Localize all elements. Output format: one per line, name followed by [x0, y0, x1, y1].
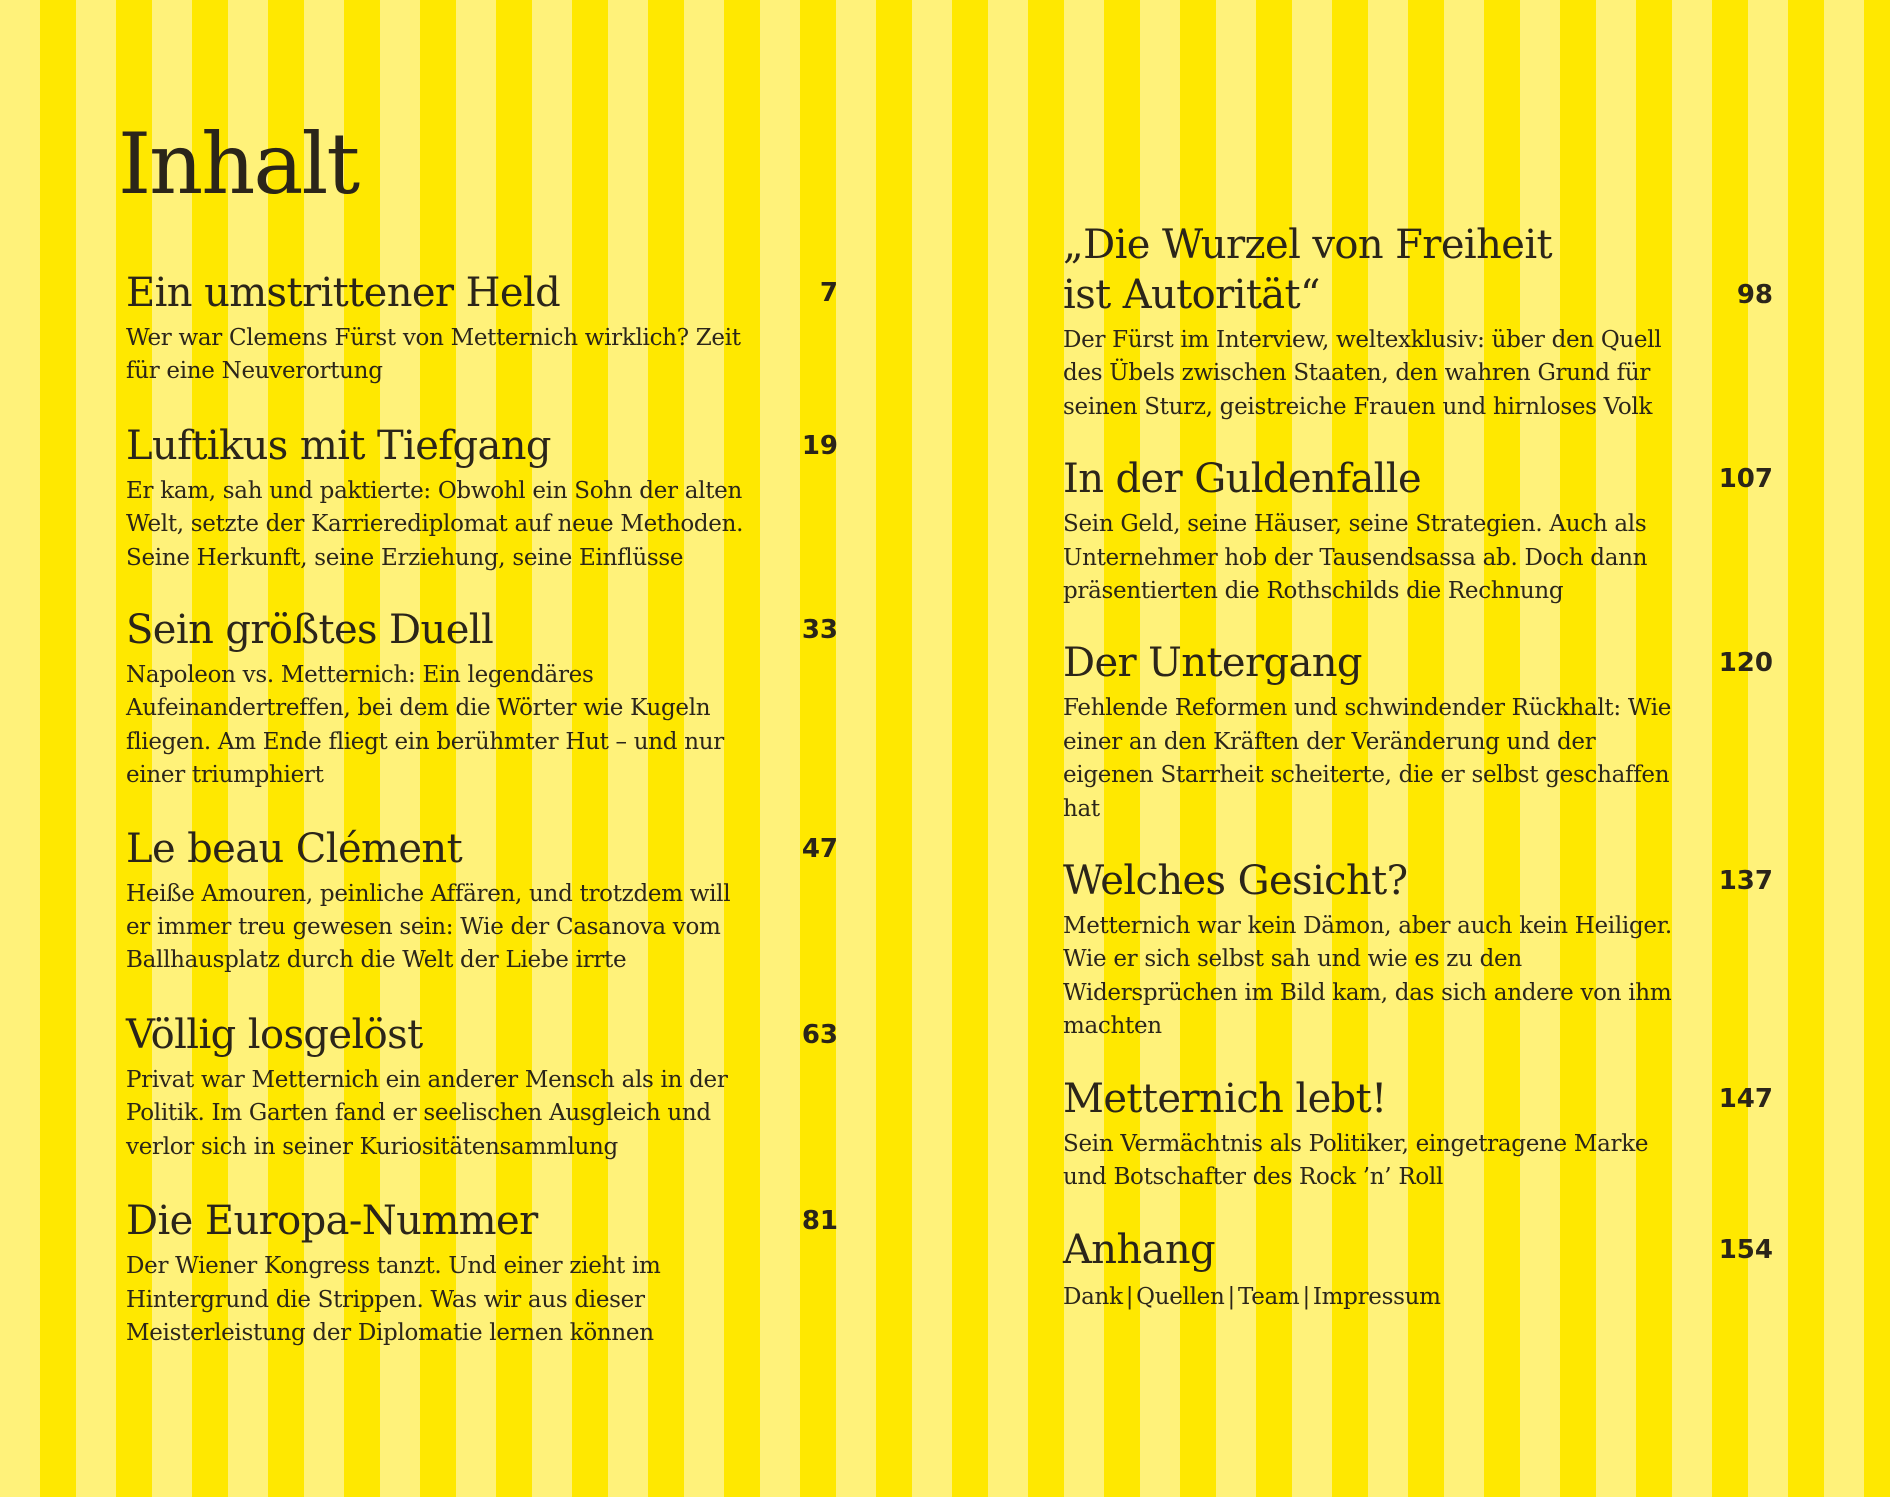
- toc-entry[interactable]: [1063, 638, 1773, 826]
- appendix-link-impressum[interactable]: Impressum: [1312, 1283, 1441, 1310]
- toc-entry-heading: In der Guldenfalle: [1063, 456, 1422, 503]
- toc-entry-heading: Metternich lebt!: [1063, 1075, 1387, 1122]
- toc-entry-page-number: 19: [801, 430, 838, 461]
- toc-entry[interactable]: [1063, 454, 1773, 608]
- toc-right-column: [1063, 220, 1773, 1344]
- toc-entry-appendix[interactable]: [1063, 1225, 1773, 1314]
- toc-entry-heading: „Die Wurzel von Freiheit ist Autorität“: [1063, 222, 1552, 318]
- toc-left-column: [126, 268, 838, 1382]
- appendix-link-team[interactable]: Team: [1237, 1283, 1300, 1310]
- toc-entry[interactable]: [126, 1196, 838, 1350]
- toc-entry[interactable]: [126, 824, 838, 978]
- toc-entry-description: Fehlende Reformen und schwindender Rückhalt: Wie einer an den Kräften der Veränderung und der eigenen Starrheit scheiterte, die er selbst geschaffen hat: [1063, 695, 1672, 822]
- appendix-link-dank[interactable]: Dank: [1063, 1283, 1123, 1310]
- toc-entry-heading: Welches Gesicht?: [1063, 858, 1408, 905]
- toc-entry-heading: Die Europa-Nummer: [126, 1198, 538, 1245]
- toc-entry-page-number: 63: [801, 1019, 838, 1050]
- toc-entry-description: Privat war Metternich ein anderer Mensch als in der Politik. Im Garten fand er seelischen Ausgleich und verlor sich in seiner Kuriositätensammlung: [126, 1066, 728, 1160]
- toc-entry-description: Er kam, sah und paktierte: Obwohl ein Sohn der alten Welt, setzte der Karrierediplomat auf neue Methoden. Seine Herkunft, seine Erziehung, seine Einflüsse: [126, 477, 744, 571]
- toc-entry[interactable]: [126, 268, 838, 389]
- toc-entry-description: Der Fürst im Interview, weltexklusiv: über den Quell des Übels zwischen Staaten, den wahren Grund für seinen Sturz, geistreiche Frauen und hirnloses Volk: [1063, 327, 1662, 420]
- toc-entry-description: Metternich war kein Dämon, aber auch kein Heiliger. Wie er sich selbst sah und wie es zu den Widersprüchen im Bild kam, das sich andere von ihm machten: [1063, 913, 1672, 1040]
- page-title: Inhalt: [118, 115, 359, 213]
- toc-entry-page-number: 7: [819, 278, 838, 308]
- toc-entry[interactable]: [126, 1010, 838, 1164]
- toc-entry-heading: Der Untergang: [1063, 640, 1362, 687]
- toc-entry-page-number: 98: [1736, 280, 1773, 310]
- toc-entry-page-number: 147: [1718, 1083, 1773, 1114]
- link-separator: |: [1227, 1283, 1235, 1310]
- toc-entry[interactable]: [126, 605, 838, 793]
- toc-entry-description: Wer war Clemens Fürst von Metternich wirklich? Zeit für eine Neuverortung: [126, 325, 741, 385]
- toc-entry-description: Der Wiener Kongress tanzt. Und einer zieht im Hintergrund die Strippen. Was wir aus dieser Meisterleistung der Diplomatie lernen können: [126, 1253, 661, 1346]
- appendix-link-quellen[interactable]: Quellen: [1136, 1283, 1225, 1310]
- toc-entry-page-number: 137: [1718, 866, 1773, 897]
- toc-entry-description: Sein Vermächtnis als Politiker, eingetragene Marke und Botschafter des Rock ’n’ Roll: [1063, 1130, 1649, 1191]
- toc-entry-page-number: 47: [801, 833, 838, 864]
- link-separator: |: [1302, 1283, 1310, 1310]
- toc-entry-heading: Völlig losgelöst: [126, 1011, 423, 1058]
- toc-entry-heading: Anhang: [1063, 1226, 1216, 1273]
- toc-entry-page-number: 107: [1718, 464, 1773, 495]
- toc-entry-description: Heiße Amouren, peinliche Affären, und trotzdem will er immer treu gewesen sein: Wie der Casanova vom Ballhausplatz durch die Welt der Liebe irrte: [126, 880, 731, 974]
- toc-entry-heading: Sein größtes Duell: [126, 607, 494, 654]
- toc-entry[interactable]: [1063, 856, 1773, 1044]
- toc-entry-heading: Le beau Clément: [126, 825, 463, 872]
- toc-entry-heading: Ein umstrittener Held: [126, 270, 561, 316]
- toc-entry-page-number: 33: [801, 615, 838, 646]
- toc-entry-page-number: 120: [1718, 648, 1773, 679]
- toc-entry[interactable]: [1063, 220, 1773, 424]
- toc-entry[interactable]: [126, 421, 838, 575]
- link-separator: |: [1125, 1283, 1134, 1310]
- toc-entry-heading: Luftikus mit Tiefgang: [126, 422, 551, 469]
- toc-entry-page-number: 154: [1718, 1234, 1773, 1265]
- toc-entry[interactable]: [1063, 1074, 1773, 1195]
- toc-entry-description: Napoleon vs. Metternich: Ein legendäres Aufeinandertreffen, bei dem die Wörter wie Kugeln fliegen. Am Ende fliegt ein berühmter Hut – und nur einer triumphiert: [126, 662, 724, 789]
- appendix-links: [1063, 1281, 1773, 1314]
- toc-entry-page-number: 81: [801, 1206, 838, 1237]
- toc-entry-description: Sein Geld, seine Häuser, seine Strategien. Auch als Unternehmer hob der Tausendsassa ab. Doch dann präsentierten die Rothschilds die Rechnung: [1063, 511, 1648, 605]
